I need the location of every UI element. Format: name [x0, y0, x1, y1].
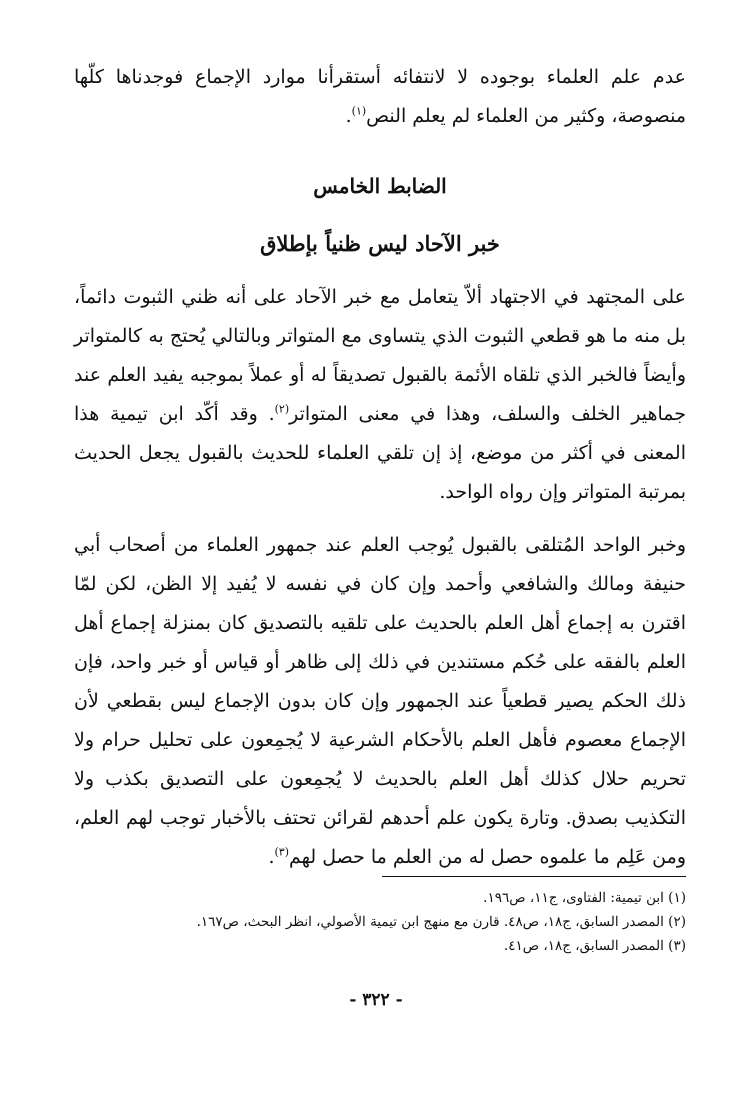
- section-subtitle: خبر الآحاد ليس ظنياً بإطلاق: [260, 231, 500, 256]
- footnote-ref-3[interactable]: (٣): [274, 845, 289, 859]
- paragraph-1-tail: . وقد أكّد ابن تيمية هذا المعنى في أكثر من موضع، إذ إن تلقي العلماء للحديث بالقبول يجعل الحديث بمرتبة المتواتر وإن رواه الواحد.: [74, 403, 686, 503]
- page-number: - ٣٢٢ -: [349, 990, 403, 1010]
- footnote-ref-1[interactable]: (١): [351, 104, 367, 118]
- footnotes: [74, 886, 686, 958]
- footnote-2: (٢) المصدر السابق، ج١٨، ص٤٨. قارن مع منهج ابن تيمية الأصولي، انظر البحث، ص١٦٧.: [196, 914, 686, 930]
- footnote-divider: [382, 876, 686, 877]
- paragraph-2-text: وخبر الواحد المُتلقى بالقبول يُوجب العلم عند جمهور العلماء من أصحاب أبي حنيفة ومالك والشافعي وأحمد وإن كان في نفسه لا يُفيد إلا الظن، لكن لمّا اقترن به إجماع أهل العلم بالحديث على تلقيه بالتصديق كان بمنزلة إجماع أهل العلم بالفقه على حُكم مستندين في ذلك إلى ظاهر أو قياس أو خبر واحد، فإن ذلك الحكم يصير قطعياً عند الجمهور وإن كان بدون الإجماع ليس بقطعي لأن الإجماع معصوم فأهل العلم بالأحكام الشرعية لا يُجمِعون على تحليل حرام ولا تحريم حلال كذلك أهل العلم بالحديث لا يُجمِعون على التصديق بكذب ولا التكذيب بصدق. وتارة يكون علم أحدهم لقرائن تحتف بالأخبار توجب لهم العلم، ومن عَلِم ما علموه حصل له من العلم ما حصل لهم: [74, 534, 686, 868]
- page-body: [74, 58, 686, 877]
- intro-text: عدم علم العلماء بوجوده لا لانتفائه أستقرأنا موارد الإجماع فوجدناها كلّها منصوصة، وكثير من العلماء لم يعلم النص: [74, 66, 686, 127]
- footnote-3: (٣) المصدر السابق، ج١٨، ص٤١.: [503, 938, 686, 954]
- section-title: الضابط الخامس: [313, 174, 447, 198]
- footnote-1: (١) ابن تيمية: الفتاوى، ج١١، ص١٩٦.: [483, 890, 686, 906]
- paragraph-1-text: على المجتهد في الاجتهاد ألاّ يتعامل مع خبر الآحاد على أنه ظني الثبوت دائماً، بل منه ما هو قطعي الثبوت الذي يتساوى مع المتواتر وبالتالي يُحتج به كالمتواتر وأيضاً فالخبر الذي تلقاه الأئمة بالقبول تصديقاً له أو عملاً بموجبه يفيد العلم عند جماهير الخلف والسلف، وهذا في معنى المتواتر: [74, 286, 686, 425]
- footnote-ref-2[interactable]: (٢): [274, 402, 290, 416]
- paragraph-2: وخبر الواحد المُتلقى بالقبول يُوجب العلم عند جمهور العلماء من أصحاب أبي حنيفة ومالك والشافعي وأحمد وإن كان في نفسه لا يُفيد إلا الظن، لكن لمّا اقترن به إجماع أهل العلم بالحديث على تلقيه بالتصديق كان بمنزلة إجماع أهل العلم بالفقه على حُكم مستندين في ذلك إلى ظاهر أو قياس أو خبر واحد، فإن ذلك الحكم يصير قطعياً عند الجمهور وإن كان بدون الإجماع ليس بقطعي لأن الإجماع معصوم فأهل العلم بالأحكام الشرعية لا يُجمِعون على تحليل حرام ولا تحريم حلال كذلك أهل العلم بالحديث لا يُجمِعون على التصديق بكذب ولا التكذيب بصدق. وتارة يكون علم أحدهم لقرائن تحتف بالأخبار توجب لهم العلم، ومن عَلِم ما علموه حصل له من العلم ما حصل لهم$^{(٣)}$.: [74, 534, 686, 868]
- paragraph-1: [74, 278, 686, 512]
- intro-paragraph: عدم علم العلماء بوجوده لا لانتفائه أستقرأنا موارد الإجماع فوجدناها كلّها منصوصة، وكثير من العلماء لم يعلم النص$^{(١)}$.: [74, 66, 686, 127]
